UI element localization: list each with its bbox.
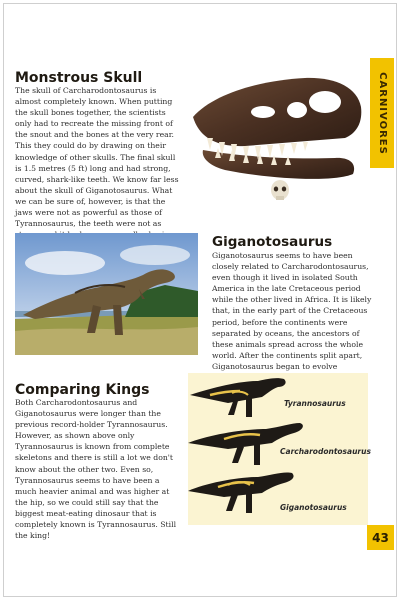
category-tab — [370, 58, 394, 168]
comparing-kings-heading: Comparing Kings — [15, 382, 150, 398]
comparing-kings-body-text: Both Carcharodontosaurus and Giganotosaurus were longer than the previous record-holder Tyrannosaurus. However, as shown above only Tyrannosaurus is known from complete skeletons and there is still a lot we don't know about the other two. Even so, Tyrannosaurus seems to have been a much heavier animal and was higher at the hip, so we could still say that the biggest meat-eating dinosaur that is completely known is Tyrannosaurus. Still the king! — [15, 398, 177, 541]
giganotosaurus-body-text: Giganotosaurus seems to have been closely related to Carcharodontosaurus, even though it lived in isolated South America in the late Cretaceous period while the other lived in Africa. It is likely that, in the early part of the Cretaceous period, before the continents were separated by oceans, the ancestors of these animals spread across the whole world. After the continents split apart, Giganotosaurus began to evolve — [212, 251, 372, 371]
skeleton-comparison-panel — [188, 373, 371, 525]
giganotosaurus-label: Giganotosaurus — [280, 503, 347, 512]
giganotosaurus-heading: Giganotosaurus — [212, 234, 333, 250]
carcharodontosaurus-label: Carcharodontosaurus — [280, 447, 371, 456]
giganotosaurus-skeleton — [188, 472, 294, 513]
carcharodontosaurus-skull-image — [185, 62, 365, 212]
carcharodontosaurus-skeleton — [188, 423, 303, 465]
page-number: 43 — [367, 525, 394, 550]
tyrannosaurus-label: Tyrannosaurus — [284, 399, 346, 408]
skull-heading: Monstrous Skull — [15, 70, 143, 86]
category-tab-label: CARNIVORES — [376, 71, 388, 155]
giganotosaurus-illustration — [15, 233, 198, 355]
tyrannosaurus-skeleton — [190, 378, 286, 417]
skull-body-text: The skull of Carcharodontosaurus is almost completely known. When putting the skull bones together, the scientists only had to recreate the missing front of the snout and the bones at the very rear. This they could do by drawing on their knowledge of other skulls. The final skull is 1.5 metres (5 ft) long and had strong, curved, shark-like teeth. We know far less about the skull of Giganotosaurus. What we can be sure of, however, is that the jaws were not as powerful as those of Tyrannosaurus, the teeth were not as — [15, 86, 179, 229]
